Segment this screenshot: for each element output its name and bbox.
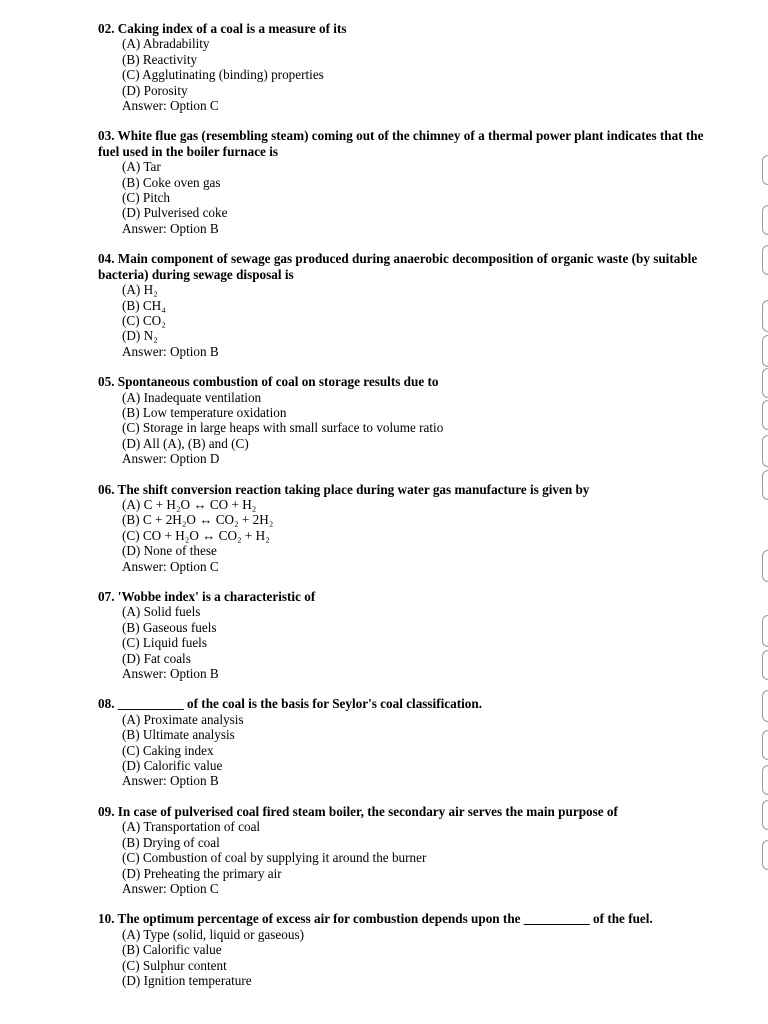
option-d: (D) Preheating the primary air: [122, 865, 282, 881]
option-b: (B) Reactivity: [122, 51, 198, 67]
option-d: (D) N₂: [122, 328, 158, 344]
question-text: 10. The optimum percentage of excess air for combustion depends upon the __________ of the fuel.: [98, 911, 653, 927]
option-b: (B) Ultimate analysis: [122, 727, 235, 743]
question-10: [98, 911, 710, 988]
question-list: [98, 21, 710, 1003]
option-d: (D) Ignition temperature: [122, 972, 252, 988]
question-07: [98, 589, 710, 681]
option-a: (A) H₂: [122, 282, 158, 298]
question-05: [98, 374, 710, 466]
option-b: (B) CH₄: [122, 297, 166, 313]
option-a: (A) Transportation of coal: [122, 819, 261, 835]
option-b: (B) Coke oven gas: [122, 174, 221, 190]
question-06: [98, 482, 710, 574]
option-c: (C) CO₂: [122, 312, 166, 328]
answer: Answer: Option B: [122, 343, 219, 359]
option-a: (A) Proximate analysis: [122, 711, 244, 727]
option-list: [98, 819, 710, 896]
question-text: 03. White flue gas (resembling steam) coming out of the chimney of a thermal power plant indicates that the fuel used in the boiler furnace is: [98, 128, 704, 159]
answer: Answer: Option D: [122, 451, 220, 467]
question-text: 07. 'Wobbe index' is a characteristic of: [98, 589, 316, 604]
option-d: (D) All (A), (B) and (C): [122, 435, 249, 451]
question-text: 05. Spontaneous combustion of coal on storage results due to: [98, 374, 439, 390]
option-c: (C) Agglutinating (binding) properties: [122, 67, 324, 83]
option-a: (A) Inadequate ventilation: [122, 389, 262, 405]
option-d: (D) Porosity: [122, 82, 188, 98]
answer: Answer: Option C: [122, 558, 219, 574]
question-text: 06. The shift conversion reaction taking place during water gas manufacture is given by: [98, 481, 590, 497]
answer: Answer: Option C: [122, 98, 219, 114]
option-list: [98, 282, 710, 359]
option-b: (B) Calorific value: [122, 942, 222, 958]
option-a: (A) Type (solid, liquid or gaseous): [122, 926, 304, 942]
answer: Answer: Option C: [122, 880, 219, 896]
option-c: (C) Combustion of coal by supplying it around the burner: [122, 850, 427, 866]
option-c: (C) Caking index: [122, 742, 214, 758]
question-04: [98, 251, 710, 359]
question-09: [98, 804, 710, 896]
question-text: 04. Main component of sewage gas produced during anaerobic decomposition of organic waste (by suitable bacteria) during sewage disposal is: [98, 251, 698, 282]
option-b: (B) Gaseous fuels: [122, 619, 217, 635]
option-a: (A) Abradability: [122, 36, 210, 52]
option-d: (D) Calorific value: [122, 758, 223, 774]
scan-edge-artifacts: [760, 0, 768, 1024]
question-02: [98, 21, 710, 113]
option-d: (D) None of these: [122, 543, 217, 559]
option-list: [98, 159, 710, 236]
question-03: [98, 128, 710, 236]
option-c: (C) CO + H₂O ↔ CO₂ + H₂: [122, 527, 270, 543]
option-a: (A) Solid fuels: [122, 604, 201, 620]
answer: Answer: Option B: [122, 773, 219, 789]
question-text: 08. __________ of the coal is the basis for Seylor's coal classification.: [98, 696, 483, 712]
option-b: (B) C + 2H₂O ↔ CO₂ + 2H₂: [122, 512, 274, 528]
option-list: [98, 390, 710, 467]
option-c: (C) Pitch: [122, 190, 170, 206]
option-a: (A) Tar: [122, 159, 161, 175]
option-list: [98, 927, 710, 989]
question-text: 09. In case of pulverised coal fired steam boiler, the secondary air serves the main purpose of: [98, 803, 618, 819]
option-list: [98, 36, 710, 113]
answer: Answer: Option B: [122, 666, 219, 682]
option-c: (C) Storage in large heaps with small surface to volume ratio: [122, 420, 444, 436]
option-b: (B) Drying of coal: [122, 834, 220, 850]
question-text: 02. Caking index of a coal is a measure of its: [98, 21, 347, 36]
option-list: [98, 712, 710, 789]
option-list: [98, 604, 710, 681]
answer: Answer: Option B: [122, 220, 219, 236]
option-a: (A) C + H₂O ↔ CO + H₂: [122, 496, 257, 512]
option-c: (C) Liquid fuels: [122, 635, 207, 651]
question-08: [98, 696, 710, 788]
option-d: (D) Fat coals: [122, 650, 191, 666]
option-list: [98, 497, 710, 574]
option-b: (B) Low temperature oxidation: [122, 404, 287, 420]
option-d: (D) Pulverised coke: [122, 205, 228, 221]
option-c: (C) Sulphur content: [122, 957, 227, 973]
